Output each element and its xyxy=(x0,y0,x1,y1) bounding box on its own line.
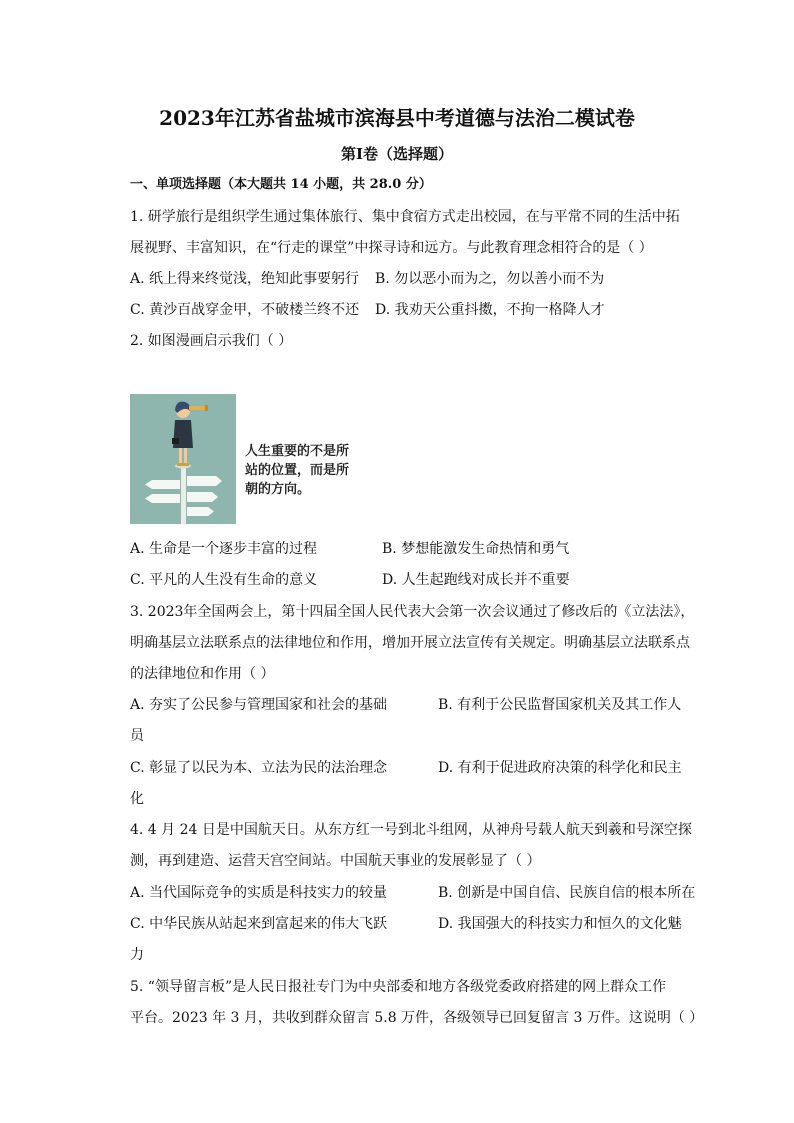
cartoon-caption-line-2: 站的位置，而是所 xyxy=(245,463,350,478)
question-4-option-c: C. 中华民族从站起来到富起来的伟大飞跃 xyxy=(130,916,388,932)
question-1-option-b: B. 勿以恶小而为之，勿以善小而不为 xyxy=(375,271,605,287)
question-2-option-d: D. 人生起跑线对成长并不重要 xyxy=(382,572,570,588)
question-4-option-d: D. 我国强大的科技实力和恒久的文化魅 xyxy=(438,916,682,932)
question-3-option-c: C. 彰显了以民为本、立法为民的法治理念 xyxy=(130,760,388,776)
question-3-option-b: B. 有利于公民监督国家机关及其工作人 xyxy=(438,697,682,713)
question-4-option-d-continued: 力 xyxy=(130,947,144,963)
cartoon-caption xyxy=(245,442,349,499)
cartoon-image xyxy=(130,394,236,524)
question-3-stem-line-2: 明确基层立法联系点的法律地位和作用，增加开展立法宣传有关规定。明确基层立法联系点 xyxy=(130,635,690,651)
question-1-stem-line-2: 展视野、丰富知识，在“行走的课堂”中探寻诗和远方。与此教育理念相符合的是（ ） xyxy=(130,240,653,256)
question-4-stem-line-1: 4. 4 月 24 日是中国航天日。从东方红一号到北斗组网，从神舟号载人航天到羲和号深空探 xyxy=(130,822,692,838)
question-3-option-b-continued: 员 xyxy=(130,728,144,744)
question-3-stem-line-1: 3. 2023年全国两会上，第十四届全国人民代表大会第一次会议通过了修改后的《立法法》， xyxy=(130,604,695,620)
question-2-option-c: C. 平凡的人生没有生命的意义 xyxy=(130,572,318,588)
question-2-option-b: B. 梦想能激发生命热情和勇气 xyxy=(382,541,570,557)
cartoon-caption-line-3: 朝的方向。 xyxy=(245,482,311,497)
question-3-stem-line-3: 的法律地位和作用（ ） xyxy=(130,666,275,682)
question-3-option-a: A. 夯实了公民参与管理国家和社会的基础 xyxy=(130,697,388,713)
question-5-stem-line-2: 平台。2023 年 3 月，共收到群众留言 5.8 万件，各级领导已回复留言 3 万件。这说明（ ） xyxy=(130,1010,704,1026)
question-2-option-a: A. 生命是一个逐步丰富的过程 xyxy=(130,541,318,557)
question-4-option-a: A. 当代国际竞争的实质是科技实力的较量 xyxy=(130,885,388,901)
question-1-option-d: D. 我劝天公重抖擞，不拘一格降人才 xyxy=(375,302,605,318)
question-4-option-b: B. 创新是中国自信、民族自信的根本所在 xyxy=(438,885,696,901)
question-5-stem-line-1: 5. “领导留言板”是人民日报社专门为中央部委和地方各级党委政府搭建的网上群众工作 xyxy=(130,979,667,995)
question-1-stem-line-1: 1. 研学旅行是组织学生通过集体旅行、集中食宿方式走出校园，在与平常不同的生活中拓 xyxy=(130,209,680,225)
cartoon-caption-line-1: 人生重要的不是所 xyxy=(245,444,350,459)
signpost-illustration xyxy=(130,394,236,524)
question-1-option-a: A. 纸上得来终觉浅，绝知此事要躬行 xyxy=(130,271,360,287)
volume-subtitle: 第I卷（选择题） xyxy=(340,145,454,163)
question-3-option-d: D. 有利于促进政府决策的科学化和民主 xyxy=(438,760,682,776)
exam-title: 2023年江苏省盐城市滨海县中考道德与法治二模试卷 xyxy=(159,106,635,130)
question-2-stem: 2. 如图漫画启示我们（ ） xyxy=(130,333,293,349)
question-3-option-d-continued: 化 xyxy=(130,791,144,807)
question-4-stem-line-2: 测，再到建造、运营天宫空间站。中国航天事业的发展彰显了（ ） xyxy=(130,853,541,869)
section-heading: 一、单项选择题（本大题共 14 小题，共 28.0 分） xyxy=(130,177,432,192)
question-1-option-c: C. 黄沙百战穿金甲，不破楼兰终不还 xyxy=(130,302,360,318)
